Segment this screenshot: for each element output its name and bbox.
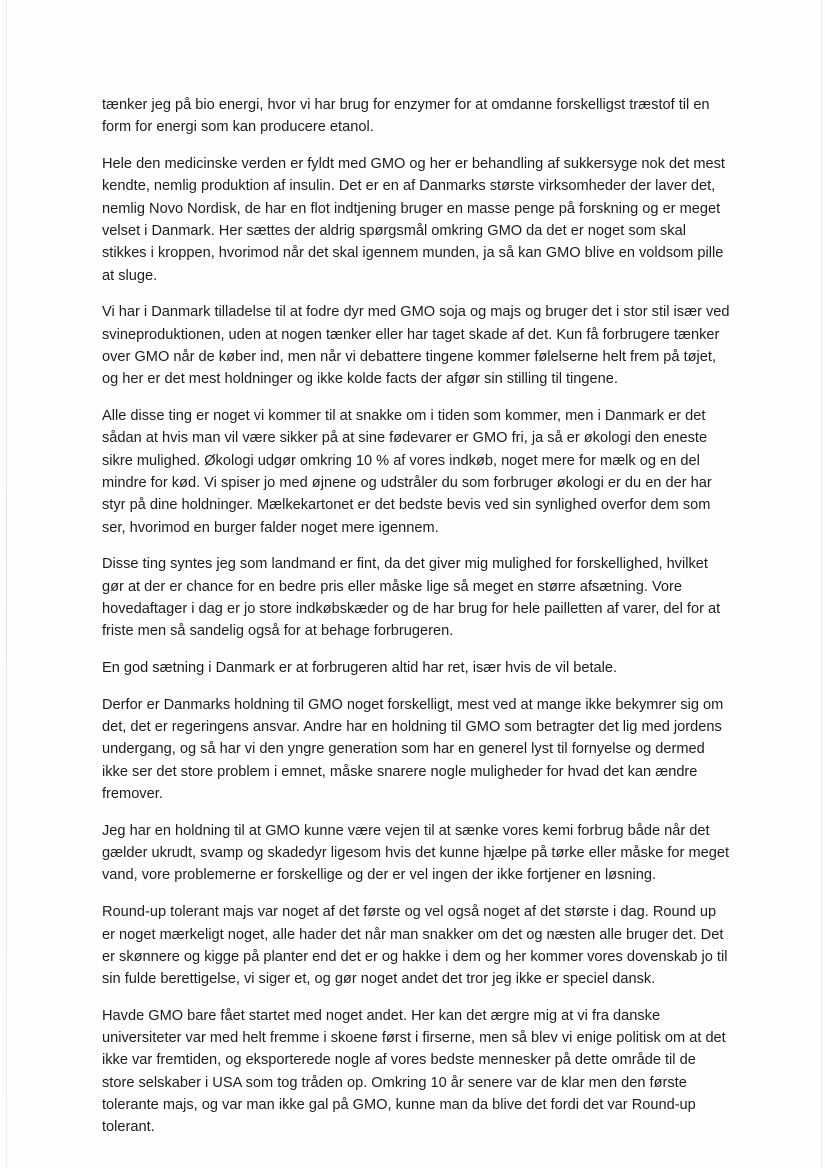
scan-edge-right [821, 0, 822, 1168]
paragraph-farmer-view: Disse ting syntes jeg som landmand er fint, da det giver mig mulighed for forskellighed, hvilket gør at der er chance for en bedre pris eller måske lige så meget en større afsætning. Vore hovedaftager i dag er jo store indkøbskæder og de har brug for hele pailletten af varer, del for at friste men så sandelig også for at behage forbrugeren. [102, 556, 721, 640]
paragraph-history: Havde GMO bare fået startet med noget andet. Her kan det ærgre mig at vi fra danske universiteter var med helt fremme i skoene først i firserne, men så blev vi enige politisk om at det ikke var fremtiden, og eksporterede nogle af vores bedste mennesker på dette område til de store selskaber i USA som tog tråden op. Omkring 10 år senere var de klar men den første tolerante majs, og var man ikke gal på GMO, kunne man da blive det fordi det var Round-up tolerant. [102, 1007, 726, 1136]
paragraph-danish-attitude: Derfor er Danmarks holdning til GMO noget forskelligt, mest ved at mange ikke bekymrer sig om det, det er regeringens ansvar. Andre har en holdning til GMO som betragter det lig med jordens undergang, og så har vi den yngre generation som har en generel lyst til fornyelse og dermed ikke ser det store problem i emnet, måske snarere nogle muligheder for hvad det kan ændre fremover. [102, 696, 724, 803]
paragraph-author-opinion: Jeg har en holdning til at GMO kunne være vejen til at sænke vores kemi forbrug både når det gælder ukrudt, svamp og skadedyr ligesom hvis det kunne hjælpe på tørke eller måske for meget vand, vore problemerne er forskellige og der er vel ingen der ikke fortjener en løsning. [102, 822, 730, 884]
document-body [102, 94, 732, 1153]
paragraph-bio-energy: tænker jeg på bio energi, hvor vi har brug for enzymer for at omdanne forskelligst træstof til en form for energi som kan producere etanol. [102, 97, 710, 136]
scan-edge-left [6, 0, 7, 1168]
paragraph-organic: Alle disse ting er noget vi kommer til at snakke om i tiden som kommer, men i Danmark er det sådan at hvis man vil være sikker på at sine fødevarer er GMO fri, ja så er økologi den eneste sikre mulighed. Økologi udgør omkring 10 % af vores indkøb, noget mere for mælk og en del mindre for kød. Vi spiser jo med øjnene og udstråler du som forbruger økologi er du en der har styr på dine holdninger. Mælkekartonet er det bedste bevis ved sin synlighed overfor dem som ser, hvorimod en burger falder noget mere igennem. [102, 408, 712, 536]
paragraph-consumer-right: En god sætning i Danmark er at forbrugeren altid har ret, især hvis de vil betale. [102, 660, 618, 677]
paragraph-medical-gmo: Hele den medicinske verden er fyldt med GMO og her er behandling af sukkersyge nok det mest kendte, nemlig produktion af insulin. Det er en af Danmarks største virksomheder der laver det, nemlig Novo Nordisk, de har en flot indtjening bruger en masse penge på forskning og er meget velset i Danmark. Her sættes der aldrig spørgsmål omkring GMO da det er noget som skal stikkes i kroppen, hvorimod når det skal igennem munden, ja så kan GMO blive en voldsom pille at sluge. [102, 156, 725, 284]
paragraph-round-up: Round-up tolerant majs var noget af det første og vel også noget af det største i dag. Round up er noget mærkeligt noget, alle hader det når man snakker om det og næsten alle bruger det. Det er skønnere og kigge på planter end det er og hakke i dem og her kommer vores dovenskab jo til sin fulde berettigelse, vi siger et, og gør noget andet det tror jeg ikke er speciel dansk. [102, 904, 728, 988]
paragraph-animal-feed: Vi har i Danmark tilladelse til at fodre dyr med GMO soja og majs og bruger det i stor stil især ved svineproduktionen, uden at nogen tænker eller har taget skade af det. Kun få forbrugere tænker over GMO når de køber ind, men når vi debattere tingene kommer følelserne helt frem på tøjet, og her er det mest holdninger og ikke kolde facts der afgør sin stilling til tingene. [102, 304, 730, 388]
